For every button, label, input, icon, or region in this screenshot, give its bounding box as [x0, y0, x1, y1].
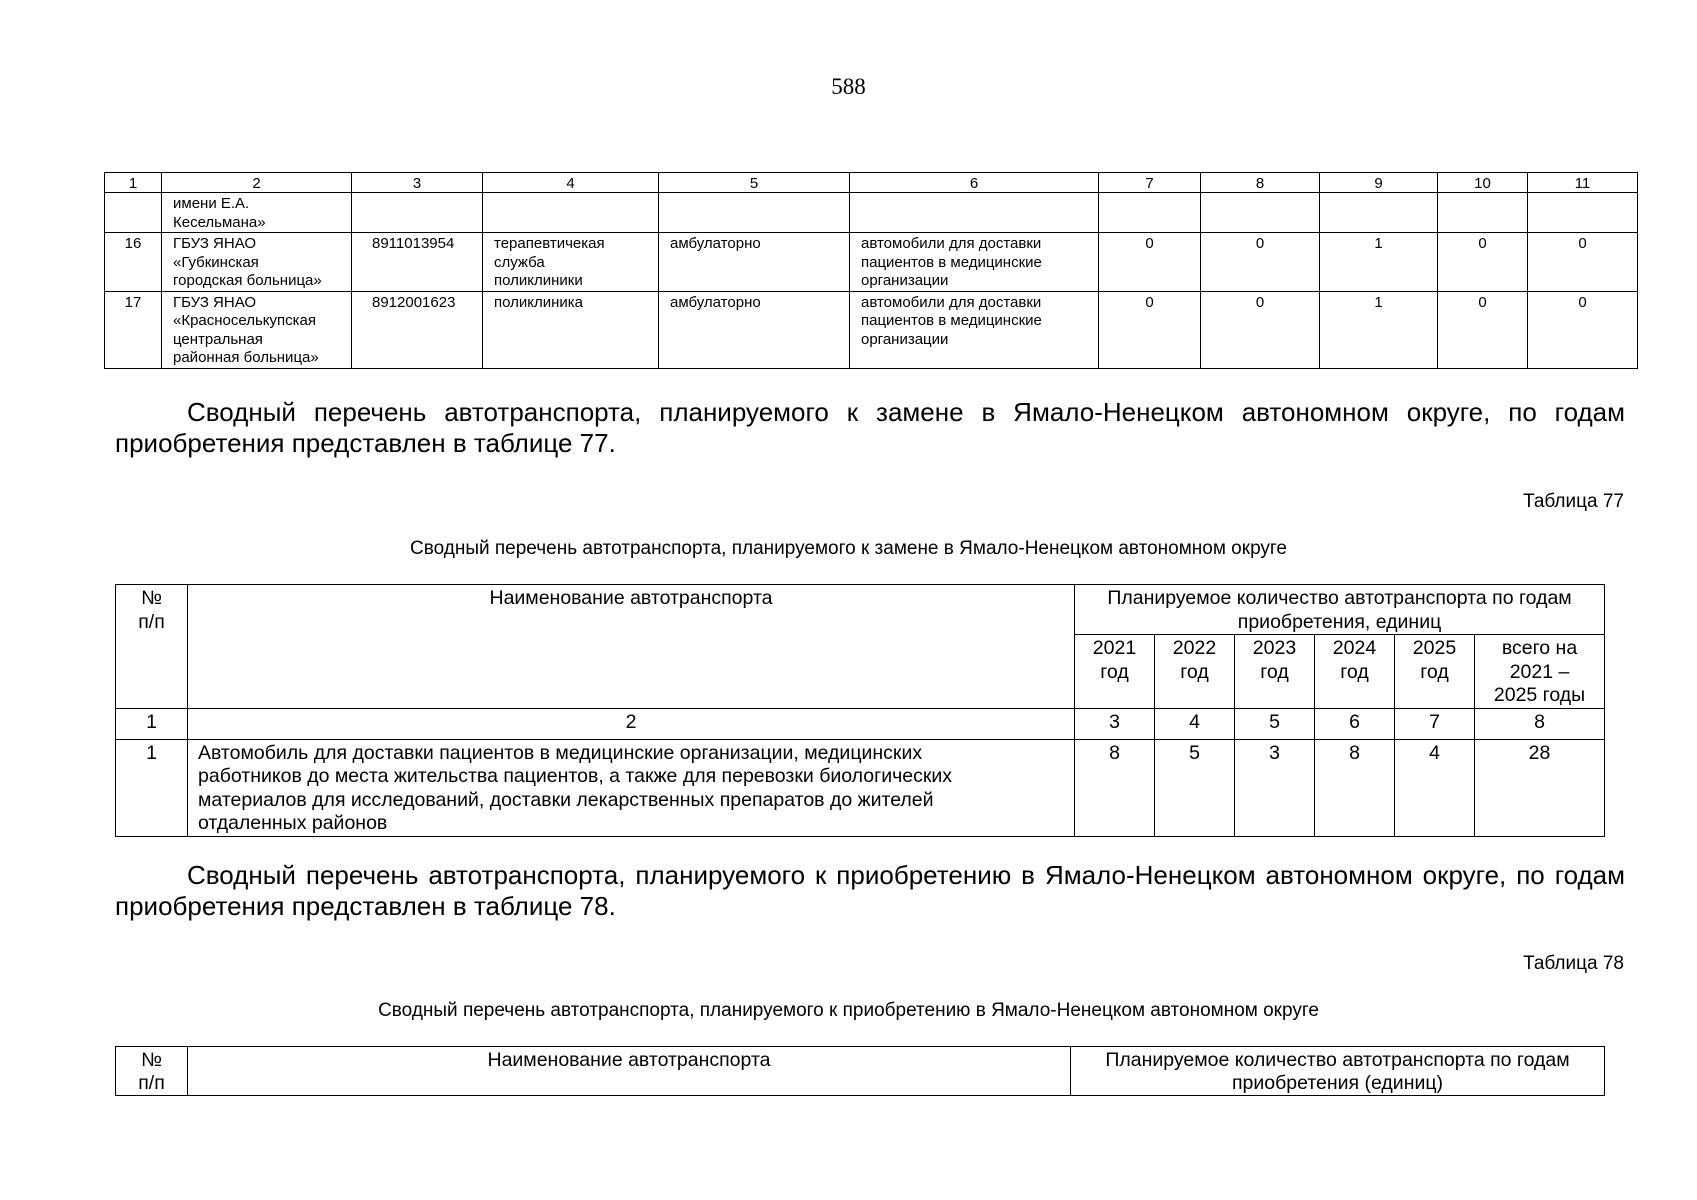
column-number: 10	[1438, 173, 1528, 193]
value-cell: 0	[1099, 233, 1201, 292]
column-header-plan: Планируемое количество автотранспорта по годам приобретения (единиц)	[1071, 1047, 1605, 1096]
transport-type: автомобили для доставки пациентов в медицинские организации	[850, 291, 1099, 368]
table-78-label: Таблица 78	[1523, 953, 1624, 974]
column-header-plan: Планируемое количество автотранспорта по годам приобретения, единиц	[1075, 585, 1605, 635]
column-number: 4	[1155, 708, 1235, 739]
service-type: терапевтичекая служба поликлиники	[483, 233, 659, 292]
value-cell: 8	[1315, 739, 1395, 836]
value-cell: 1	[1320, 233, 1438, 292]
value-cell	[1320, 193, 1438, 233]
table-77-caption: Сводный перечень автотранспорта, планируемого к замене в Ямало-Ненецком автономном округе	[410, 538, 1287, 559]
table-row	[116, 739, 1605, 836]
table-row	[105, 291, 1638, 368]
table-77	[115, 584, 1605, 837]
value-cell: 4	[1395, 739, 1475, 836]
paragraph-table-77-intro: Сводный перечень автотранспорта, планируемого к замене в Ямало-Ненецком автономном округе, по годам приобретения представлен в таблице 77.	[115, 397, 1625, 458]
column-number: 6	[850, 173, 1099, 193]
row-number: 1	[116, 739, 188, 836]
column-number: 7	[1395, 708, 1475, 739]
table-header-row	[116, 1047, 1605, 1096]
value-cell: 0	[1099, 291, 1201, 368]
service-type: поликлиника	[483, 291, 659, 368]
column-number: 3	[1075, 708, 1155, 739]
service-type	[483, 193, 659, 233]
column-number: 9	[1320, 173, 1438, 193]
year-header: 2023 год	[1235, 635, 1315, 709]
value-cell: 5	[1155, 739, 1235, 836]
organization-name: имени Е.А. Кесельмана»	[162, 193, 352, 233]
column-number: 5	[1235, 708, 1315, 739]
column-number: 11	[1528, 173, 1638, 193]
column-number: 5	[659, 173, 850, 193]
year-header: 2022 год	[1155, 635, 1235, 709]
table-78-caption: Сводный перечень автотранспорта, планируемого к приобретению в Ямало-Ненецком автономном округе	[378, 1000, 1319, 1021]
column-header-name: Наименование автотранспорта	[188, 1047, 1071, 1096]
column-number: 1	[116, 708, 188, 739]
total-cell: 28	[1475, 739, 1605, 836]
column-header-number: № п/п	[116, 585, 188, 709]
value-cell: 0	[1528, 233, 1638, 292]
transport-type	[850, 193, 1099, 233]
total-header: всего на 2021 – 2025 годы	[1475, 635, 1605, 709]
care-mode: амбулаторно	[659, 291, 850, 368]
row-number: 16	[105, 233, 162, 292]
column-number: 1	[105, 173, 162, 193]
table-header-row	[105, 173, 1638, 193]
value-cell	[1201, 193, 1320, 233]
value-cell	[1099, 193, 1201, 233]
column-number: 4	[483, 173, 659, 193]
organization-name: ГБУЗ ЯНАО «Красноселькупская центральная районная больница»	[162, 291, 352, 368]
value-cell	[1528, 193, 1638, 233]
column-number: 7	[1099, 173, 1201, 193]
column-header-number: № п/п	[116, 1047, 188, 1096]
year-header: 2024 год	[1315, 635, 1395, 709]
value-cell	[1438, 193, 1528, 233]
inn-code: 8912001623	[352, 291, 483, 368]
value-cell: 0	[1438, 291, 1528, 368]
inn-code	[352, 193, 483, 233]
value-cell: 8	[1075, 739, 1155, 836]
column-number: 2	[188, 708, 1075, 739]
column-number: 2	[162, 173, 352, 193]
table-header-row	[116, 585, 1605, 635]
column-number: 3	[352, 173, 483, 193]
table-row	[105, 193, 1638, 233]
table-row	[105, 233, 1638, 292]
row-number	[105, 193, 162, 233]
care-mode: амбулаторно	[659, 233, 850, 292]
value-cell: 3	[1235, 739, 1315, 836]
page-number: 588	[831, 74, 866, 99]
transport-type: автомобили для доставки пациентов в медицинские организации	[850, 233, 1099, 292]
column-number: 6	[1315, 708, 1395, 739]
paragraph-table-78-intro: Сводный перечень автотранспорта, планируемого к приобретению в Ямало-Ненецком автономном округе, по годам приобретения представлен в таблице 78.	[115, 860, 1625, 921]
year-header: 2021 год	[1075, 635, 1155, 709]
inn-code: 8911013954	[352, 233, 483, 292]
transport-name: Автомобиль для доставки пациентов в медицинские организации, медицинских работников до места жительства пациентов, а также для перевозки биологических материалов для исследований, доставки лекарственных препаратов до жителей отдаленных районов	[188, 739, 1075, 836]
column-number: 8	[1475, 708, 1605, 739]
row-number: 17	[105, 291, 162, 368]
year-header: 2025 год	[1395, 635, 1475, 709]
column-number: 8	[1201, 173, 1320, 193]
value-cell: 0	[1201, 291, 1320, 368]
column-numbering-row	[116, 708, 1605, 739]
column-header-name: Наименование автотранспорта	[188, 585, 1075, 709]
value-cell: 1	[1320, 291, 1438, 368]
facility-transport-table	[104, 172, 1638, 369]
care-mode	[659, 193, 850, 233]
value-cell: 0	[1438, 233, 1528, 292]
value-cell: 0	[1528, 291, 1638, 368]
table-77-label: Таблица 77	[1523, 491, 1624, 512]
organization-name: ГБУЗ ЯНАО «Губкинская городская больница»	[162, 233, 352, 292]
value-cell: 0	[1201, 233, 1320, 292]
table-78	[115, 1046, 1605, 1096]
